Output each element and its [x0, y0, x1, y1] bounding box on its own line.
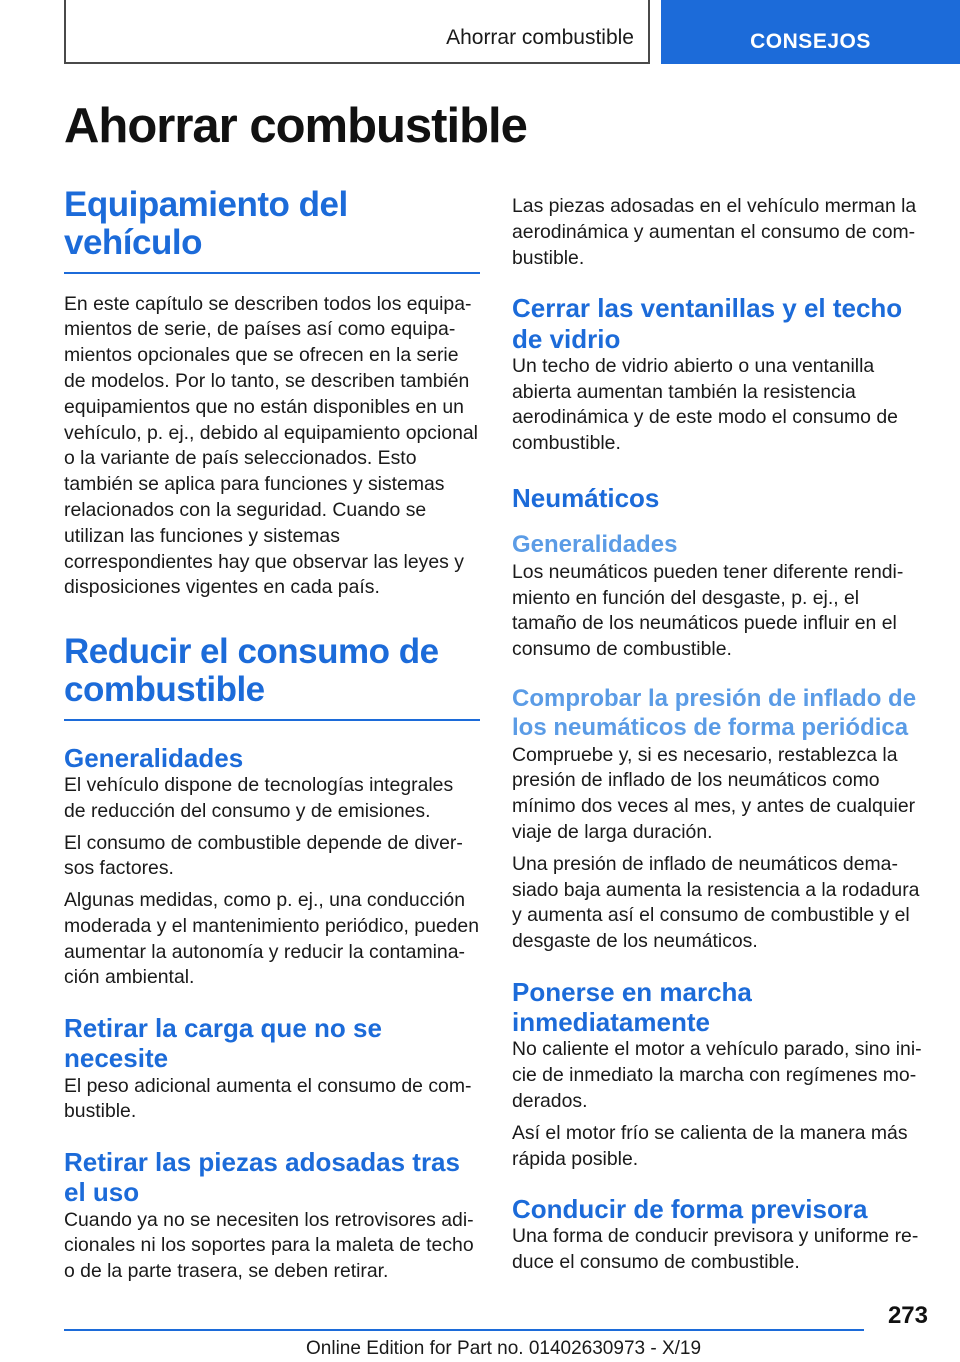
footer-edition: Online Edition for Part no. 01402630973 - X/19 [306, 1338, 702, 1359]
paragraph-piezas-continuacion: Las piezas adosadas en el vehículo merman la aerodinámica y aumentan el consumo de combustible. [512, 195, 917, 269]
paragraph-retirar-piezas: Cuando ya no se necesiten los retrovisores adicionales ni los soportes para la maleta de techo o de la parte trasera, se deben retirar. [64, 1208, 474, 1283]
heading-generalidades: Generalidades [64, 742, 244, 773]
header-tab-label: CONSEJOS [750, 30, 871, 53]
left-column [64, 186, 480, 1285]
right-column [512, 194, 928, 1276]
heading-ponerse-en-marcha: Ponerse en marcha inmediatamente [512, 977, 752, 1038]
heading-neumaticos-generalidades: Generalidades [512, 531, 678, 559]
paragraph-generalidades-3: Algunas medidas, como p. ej., una conducción moderada y el mantenimiento periódico, pueden aumentar la autonomía y reducir la contaminación ambiental. [64, 889, 480, 989]
heading-retirar-carga: Retirar la carga que no se necesite [64, 1013, 382, 1074]
heading-conducir-previsora: Conducir de forma previsora [512, 1194, 868, 1225]
footer-rule [64, 1329, 864, 1331]
paragraph-ponerse-1: No caliente el motor a vehículo parado, sino inicie de inmediato la marcha con regímenes moderados. [512, 1038, 922, 1112]
paragraph-presion-1: Compruebe y, si es necesario, restablezca la presión de inflado de los neumáticos como mínimo dos veces al mes, y antes de cualquier viaje de larga duración. [512, 743, 916, 844]
paragraph-presion-2: Una presión de inflado de neumáticos demasiado baja aumenta la resistencia a la rodadura y aumenta así el consumo de combustible y el desgaste de los neumáticos. [512, 852, 920, 953]
paragraph-conducir-previsora: Una forma de conducir previsora y uniforme reduce el consumo de combustible. [512, 1225, 919, 1274]
heading-cerrar-ventanillas: Cerrar las ventanillas y el techo de vidrio [512, 293, 903, 354]
header-section-title: Ahorrar combustible [446, 26, 634, 49]
heading-equipamiento: Equipamiento del vehículo [64, 186, 480, 274]
heading-reducir-consumo: Reducir el consumo de combustible [64, 633, 480, 721]
header-box [64, 0, 650, 64]
paragraph-generalidades-2: El consumo de combustible depende de diversos factores. [64, 831, 463, 880]
header-tab-consejos[interactable] [661, 0, 960, 64]
paragraph-cerrar-ventanillas: Un techo de vidrio abierto o una ventanilla abierta aumentan también la resistencia aerodinámica y de este modo el consumo de combustible. [512, 354, 898, 455]
paragraph-equipamiento: En este capítulo se describen todos los equipamientos de serie, de países así como equipamientos opcionales que se ofrecen en la serie de modelos. Por lo tanto, se describen también equipamientos que no están disponibles en un vehículo, p. ej., debido al equipamiento opcional o la variante de país seleccionados. Esto también se aplica para funciones y sistemas relacionados con la seguridad. Cuando se utilizan las funciones y sistemas correspondientes hay que observar las leyes y disposiciones vigentes en cada país. [64, 292, 478, 599]
heading-comprobar-presion: Comprobar la presión de inflado de los neumáticos de forma periódica [512, 685, 917, 741]
page-number: 273 [887, 1302, 928, 1329]
paragraph-ponerse-2: Así el motor frío se calienta de la manera más rápida posible. [512, 1121, 908, 1170]
heading-neumaticos: Neumáticos [512, 482, 660, 513]
paragraph-generalidades-1: El vehículo dispone de tecnologías integrales de reducción del consumo y de emisiones. [64, 773, 454, 822]
heading-retirar-piezas: Retirar las piezas adosadas tras el uso [64, 1147, 460, 1208]
paragraph-retirar-carga: El peso adicional aumenta el consumo de combustible. [64, 1074, 472, 1123]
paragraph-neumaticos-generalidades: Los neumáticos pueden tener diferente rendimiento en función del desgaste, p. ej., el tamaño de los neumáticos puede influir en el consumo de combustible. [512, 560, 904, 661]
page-title: Ahorrar combustible [64, 99, 527, 153]
